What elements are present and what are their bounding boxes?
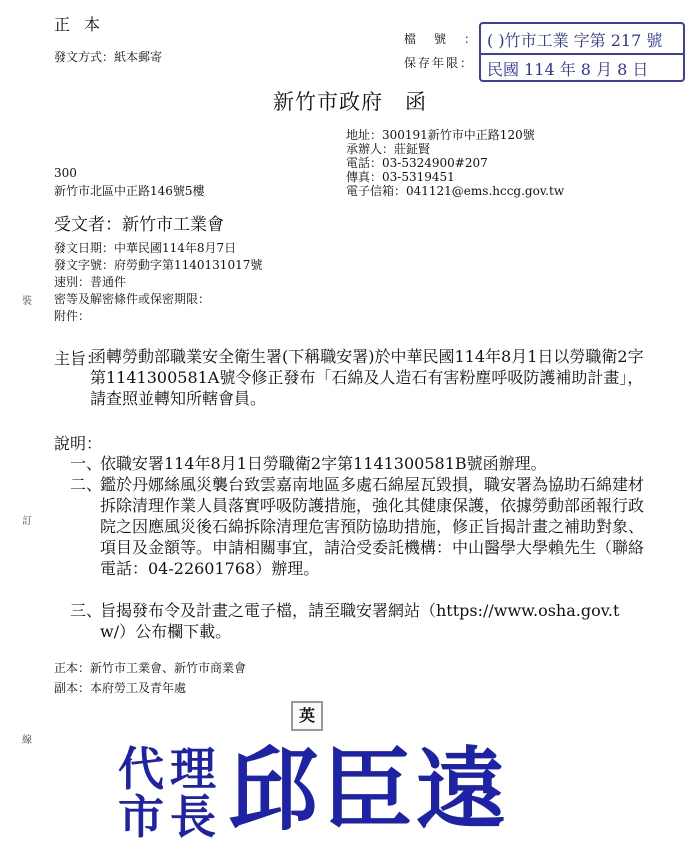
archive-number-label: 檔號： — [404, 32, 495, 46]
item-text: 鑑於丹娜絲風災襲台致雲嘉南地區多處石綿屋瓦毀損，職安署為協助石綿建材拆除清理作業人員落實呼吸防護措施，強化其健康保護，依據勞動部函報行政院之因應風災後石綿拆除清理危害預防協助措施，修正旨揭計畫之補助對象、項目及金額等。申請相關事宜，請洽受委託機構：中山醫學大學賴先生（聯絡電話：04-22601768）辦理。 — [100, 475, 645, 578]
subject-text: 函轉勞動部職業安全衛生署(下稱職安署)於中華民國114年8月1日以勞職衛2字第1141300581A號令修正發布「石綿及人造石有害粉塵呼吸防護補助計畫」，請查照並轉知所轄會員。 — [90, 347, 644, 408]
distribution — [54, 658, 246, 698]
signature-name: 邱臣遠 — [228, 737, 510, 843]
copy-recipients: 副本：本府勞工及青年處 — [54, 681, 187, 695]
sender-address: 地址：300191新竹市中正路120號 — [346, 128, 535, 142]
stamp-date: 民國 114 年 8 月 8 日 — [487, 60, 649, 79]
signature-mayor-title: 市長 — [118, 790, 222, 844]
security-level: 密等及解密條件或保密期限： — [54, 292, 211, 306]
binding-mark-bind: 裝 — [22, 296, 32, 307]
stamp-doc-number: ( )竹市工業 字第 217 號 — [487, 31, 663, 50]
item-number: 三、 — [70, 601, 103, 620]
item-number: 二、 — [70, 475, 103, 494]
document-number: 發文字號：府勞動字第1140131017號 — [54, 258, 263, 272]
copy-type-label: 正本 — [54, 15, 115, 34]
recipient: 受文者：新竹市工業會 — [54, 215, 224, 235]
item-text: 旨揭發布令及計畫之電子檔，請至職安署網站（https://www.osha.gov.tw/）公布欄下載。 — [100, 601, 620, 641]
document-title: 新竹市政府 函 — [273, 90, 427, 114]
document-meta — [54, 240, 262, 325]
receiver-address: 新竹市北區中正路146號5樓 — [54, 184, 205, 198]
handler: 承辦人：莊鉦賢 — [346, 142, 431, 156]
binding-mark-sew: 訂 — [22, 516, 32, 527]
receipt-stamp — [479, 22, 685, 82]
fax: 傳真：03-5319451 — [346, 170, 455, 184]
phone: 電話：03-5324900#207 — [346, 156, 488, 170]
send-method: 發文方式：紙本郵寄 — [54, 50, 163, 64]
email: 電子信箱：041121@ems.hccg.gov.tw — [346, 184, 565, 198]
explanation-label: 說明： — [54, 434, 103, 453]
issue-date: 發文日期：中華民國114年8月7日 — [54, 241, 237, 255]
original-recipients: 正本：新竹市工業會、新竹市商業會 — [54, 661, 247, 675]
binding-mark-line: 線 — [22, 735, 32, 746]
receiver-zip: 300 — [54, 166, 77, 180]
item-number: 一、 — [70, 454, 103, 473]
stamp-divider — [481, 53, 683, 55]
subject-label: 主旨： — [54, 349, 103, 368]
retention-period-label: 保存年限： — [404, 56, 475, 70]
delivery-speed: 速別：普通件 — [54, 275, 127, 289]
signature-acting: 代理 — [118, 742, 222, 796]
attachments: 附件： — [54, 309, 91, 323]
sender-contact — [346, 128, 564, 198]
item-text: 依職安署114年8月1日勞職衛2字第1141300581B號函辦理。 — [100, 454, 547, 473]
seal-stamp: 英 — [291, 701, 323, 731]
